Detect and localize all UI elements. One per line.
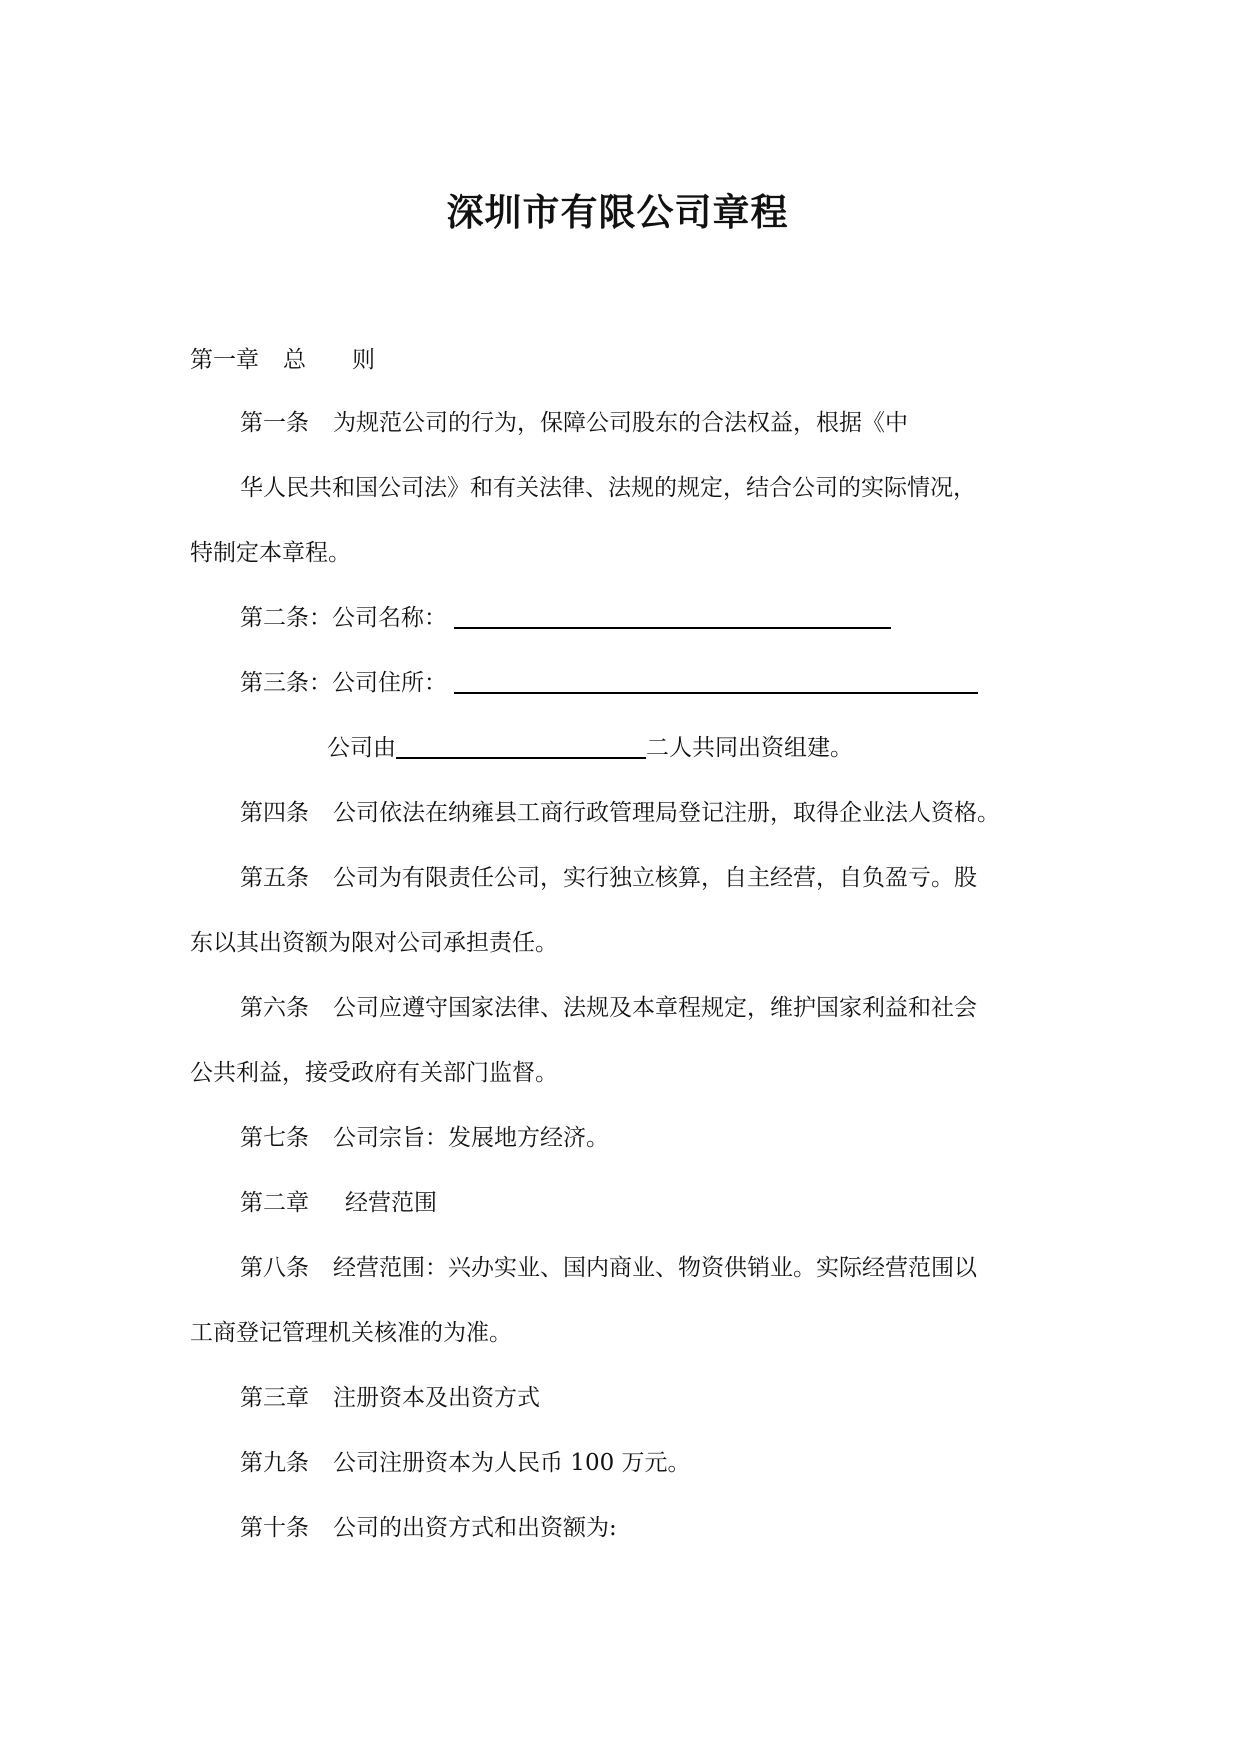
article-3-shareholders: [327, 732, 853, 764]
company-name-blank: [454, 603, 891, 629]
article-number: 第八条: [240, 1255, 309, 1281]
article-4: [240, 797, 1000, 829]
article-text: 公司注册资本为人民币 100 万元。: [333, 1450, 691, 1476]
shareholders-prefix: 公司由: [327, 735, 396, 761]
article-text: 公司应遵守国家法律、法规及本章程规定，维护国家利益和社会: [333, 995, 977, 1021]
article-10: [240, 1512, 617, 1544]
article-text: 经营范围：兴办实业、国内商业、物资供销业。实际经营范围以: [333, 1255, 977, 1281]
chapter-title-part: 则: [352, 347, 375, 373]
company-address-label: 第三条：公司住所：: [240, 670, 447, 696]
chapter-1-heading: [190, 344, 375, 376]
shareholders-suffix: 二人共同出资组建。: [646, 735, 853, 761]
article-text: 公司为有限责任公司，实行独立核算，自主经营，自负盈亏。股: [333, 865, 977, 891]
chapter-3-heading: [240, 1382, 540, 1414]
article-number: 第一条: [240, 410, 309, 436]
article-number: 第九条: [240, 1450, 309, 1476]
chapter-number: 第三章: [240, 1385, 309, 1411]
article-2: [240, 602, 891, 634]
article-5-line-2: 东以其出资额为限对公司承担责任。: [190, 930, 558, 956]
shareholders-blank: [396, 733, 646, 759]
article-text: 公司依法在纳雍县工商行政管理局登记注册，取得企业法人资格。: [333, 800, 1000, 826]
article-6-line-1: [240, 992, 977, 1024]
article-9: [240, 1447, 691, 1479]
article-7: [240, 1122, 609, 1154]
article-3: [240, 667, 978, 699]
chapter-number: 第二章: [240, 1190, 309, 1216]
article-number: 第六条: [240, 995, 309, 1021]
article-text: 公司的出资方式和出资额为:: [333, 1515, 617, 1541]
article-number: 第十条: [240, 1515, 309, 1541]
article-number: 第五条: [240, 865, 309, 891]
chapter-2-heading: [240, 1187, 437, 1219]
article-1-line-1: [240, 407, 908, 439]
article-1-line-2: 华人民共和国公司法》和有关法律、法规的规定，结合公司的实际情况，: [240, 475, 976, 501]
company-name-label: 第二条：公司名称：: [240, 605, 447, 631]
article-number: 第四条: [240, 800, 309, 826]
article-text: 公司宗旨：发展地方经济。: [333, 1125, 609, 1151]
article-6-line-2: 公共利益，接受政府有关部门监督。: [190, 1060, 558, 1086]
chapter-title: 注册资本及出资方式: [333, 1385, 540, 1411]
chapter-title: 经营范围: [345, 1190, 437, 1216]
article-5-line-1: [240, 862, 977, 894]
article-1-line-3: 特制定本章程。: [190, 540, 351, 566]
chapter-number: 第一章: [190, 347, 259, 373]
document-title: 深圳市有限公司章程: [446, 191, 789, 234]
article-8-line-2: 工商登记管理机关核准的为准。: [190, 1320, 512, 1346]
article-number: 第七条: [240, 1125, 309, 1151]
article-text: 为规范公司的行为，保障公司股东的合法权益，根据《中: [333, 410, 908, 436]
article-8-line-1: [240, 1252, 977, 1284]
company-address-blank: [454, 668, 978, 694]
chapter-title-part: 总: [283, 347, 306, 373]
